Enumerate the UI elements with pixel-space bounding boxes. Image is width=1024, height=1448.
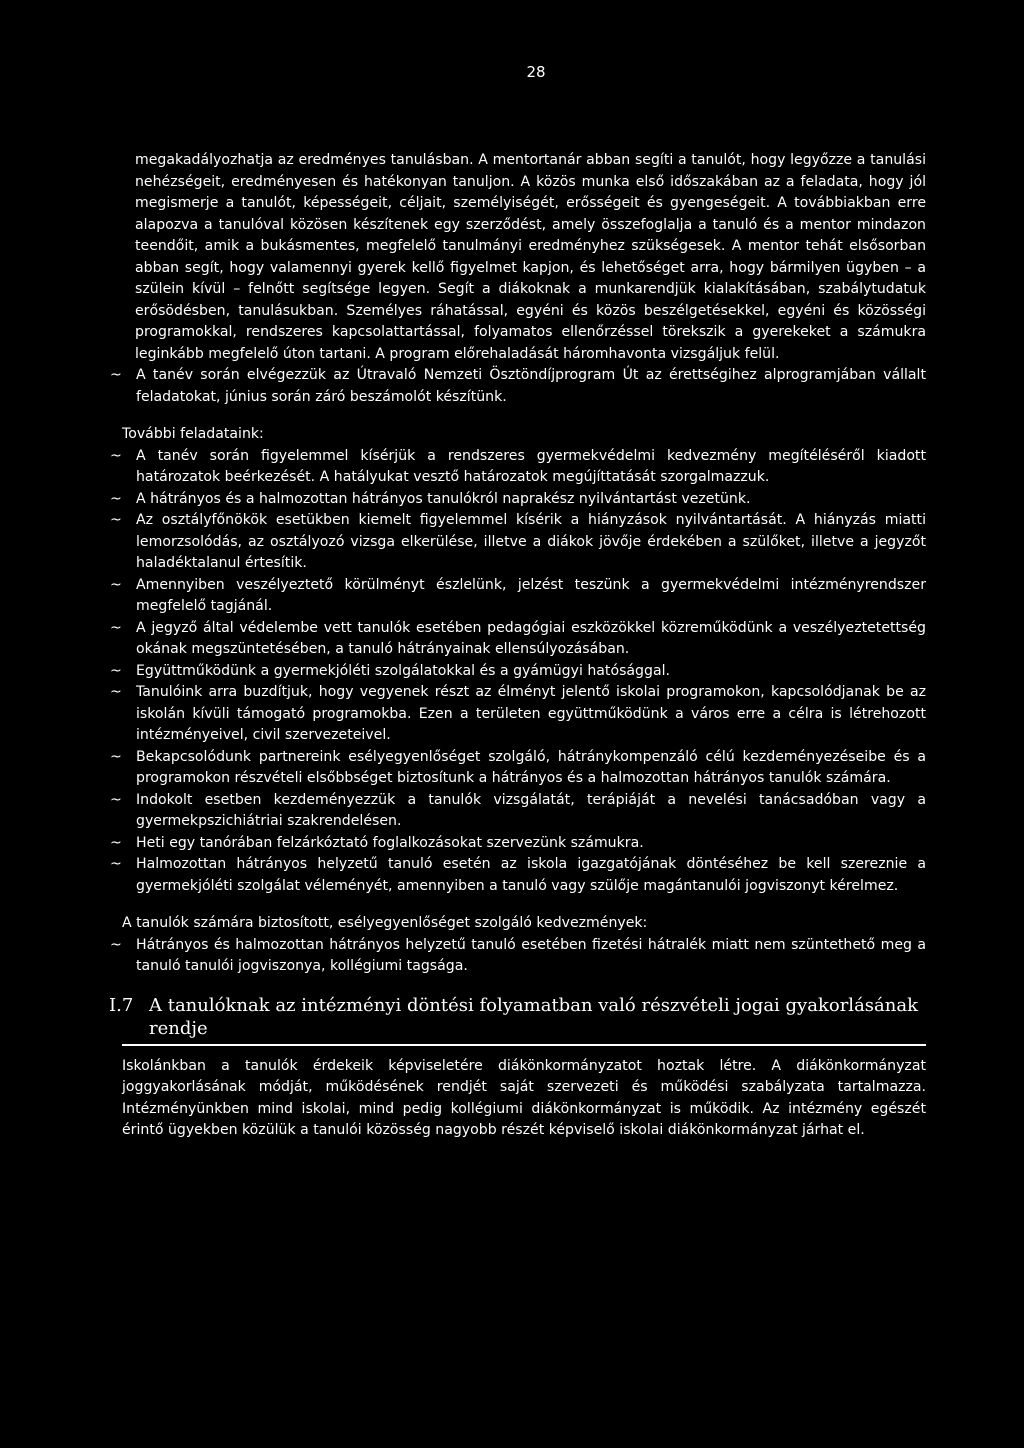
tilde-bullet-icon: ~ xyxy=(110,834,122,851)
tilde-bullet-icon: ~ xyxy=(110,576,122,593)
tilde-bullet-icon: ~ xyxy=(110,447,122,464)
page-number: 28 xyxy=(526,63,546,81)
page-content xyxy=(109,150,926,1142)
list-item xyxy=(110,747,926,790)
list-item xyxy=(110,682,926,747)
list-item-text: Tanulóink arra buzdítjuk, hogy vegyenek részt az élményt jelentő iskolai programokon, kapcsolódjanak be az iskolán kívüli támogató programokba. Ezen a területen együttműködünk a város erre a célra is létrehozott intézményeivel, civil szervezeteivel. xyxy=(136,684,926,743)
section-title: A tanulóknak az intézményi döntési folyamatban való részvételi jogai gyakorlásának rendje xyxy=(149,994,918,1039)
tilde-bullet-icon: ~ xyxy=(110,367,122,383)
list-item xyxy=(110,833,926,855)
tilde-bullet-icon: ~ xyxy=(110,856,122,872)
list-item-text: Hátrányos és halmozottan hátrányos helyzetű tanuló esetében fizetési hátralék miatt nem szüntethető meg a tanuló tanulói jogviszonya, kollégiumi tagsága. xyxy=(136,936,926,974)
further-tasks-label: További feladataink: xyxy=(122,426,264,442)
list-item-text: Heti egy tanórában felzárkóztató foglalkozásokat szervezünk számukra. xyxy=(136,834,644,851)
intro-bullet-list xyxy=(110,365,926,408)
list-item-text: Halmozottan hátrányos helyzetű tanuló esetén az iskola igazgatójának döntéséhez be kell szereznie a gyermekjóléti szolgálat véleményét, amennyiben a tanuló vagy szülője magántanulói jogviszonyt kérelmez. xyxy=(136,856,926,894)
list-item-text: Az osztályfőnökök esetükben kiemelt figyelemmel kísérik a hiányzások nyilvántartását. A hiányzás miatti lemorzsolódás, az osztályozó vizsga elkerülése, illetve a diákok jövője érdekében a szülőket, illetve a jegyzőt haladéktalanul értesítik. xyxy=(136,512,926,571)
benefits-label: A tanulók számára biztosított, esélyegyenlőséget szolgáló kedvezmények: xyxy=(122,915,648,931)
list-item-text: Együttműködünk a gyermekjóléti szolgálatokkal és a gyámügyi hatósággal. xyxy=(136,662,670,679)
tilde-bullet-icon: ~ xyxy=(110,490,122,507)
list-item xyxy=(110,365,926,408)
section-heading xyxy=(109,994,926,1046)
tilde-bullet-icon: ~ xyxy=(110,662,122,679)
list-item xyxy=(110,489,926,511)
section-body-paragraph: Iskolánkban a tanulók érdekeik képviseletére diákönkormányzatot hoztak létre. A diákönkormányzat joggyakorlásának módját, működésének rendjét saját szervezeti és működési szabályzata tartalmazza. Intézményünkben mind iskolai, mind pedig kollégiumi diákönkormányzat is működik. Az intézmény egészét érintő ügyekben közülük a tanulói közösség nagyobb részét képviselő iskolai diákönkormányzat járhat el. xyxy=(122,1057,926,1138)
list-item xyxy=(110,510,926,575)
intro-paragraph: megakadályozhatja az eredményes tanulásban. A mentortanár abban segíti a tanulót, hogy legyőzze a tanulási nehézségeit, eredményesen és hatékonyan tanuljon. A közös munka első időszakában az a feladata, hogy jól megismerje a tanulót, képességeit, céljait, személyiségét, erősségeit és gyengeségeit. A továbbiakban erre alapozva a tanulóval közösen készítenek egy szerződést, amely összefoglalja a tanuló és a mentor mindazon teendőit, amik a bukásmentes, megfelelő tanulmányi eredményhez szükségesek. A mentor tehát elsősorban abban segít, hogy valamennyi gyerek kellő figyelmet kapjon, és lehetőséget arra, hogy bármilyen ügyben – a szülein kívül – felnőtt segítsége legyen. Segít a diákoknak a munkarendjük kialakításában, szabálytudatuk erősödésben, tanulásukban. Személyes ráhatással, egyéni és közös beszélgetésekkel, egyéni és közösségi programokkal, rendszeres kapcsolattartással, folyamatos ellenőrzéssel törekszik a gyerekeket a számukra leginkább megfelelő úton tartani. A program előrehaladását háromhavonta vizsgáljuk felül. xyxy=(135,152,926,362)
list-item xyxy=(110,661,926,683)
list-item xyxy=(110,935,926,978)
list-item xyxy=(110,446,926,489)
tilde-bullet-icon: ~ xyxy=(110,748,122,765)
list-item-text: A tanév során figyelemmel kísérjük a rendszeres gyermekvédelmi kedvezmény megítéléséről kiadott határozatok beérkezését. A hatályukat vesztő határozatok megújíttatását szorgalmazzuk. xyxy=(136,447,926,485)
list-item-text: A tanév során elvégezzük az Útravaló Nemzeti Ösztöndíjprogram Út az érettségihez alprogramjában vállalt feladatokat, június során záró beszámolót készítünk. xyxy=(136,367,926,405)
tilde-bullet-icon: ~ xyxy=(110,936,122,953)
list-item xyxy=(110,790,926,833)
benefits-list xyxy=(110,935,926,978)
list-item-text: Indokolt esetben kezdeményezzük a tanulók vizsgálatát, terápiáját a nevelési tanácsadóban vagy a gyermekpszichiátriai szakrendelésen. xyxy=(136,791,926,829)
list-item-text: Amennyiben veszélyeztető körülményt észlelünk, jelzést teszünk a gyermekvédelmi intézményrendszer megfelelő tagjánál. xyxy=(136,576,926,614)
tilde-bullet-icon: ~ xyxy=(110,684,122,700)
further-tasks-list xyxy=(110,446,926,898)
list-item-text: A hátrányos és a halmozottan hátrányos tanulókról naprakész nyilvántartást vezetünk. xyxy=(136,490,751,507)
list-item xyxy=(110,575,926,618)
tilde-bullet-icon: ~ xyxy=(110,512,122,528)
list-item xyxy=(110,618,926,661)
list-item-text: A jegyző által védelembe vett tanulók esetében pedagógiai eszközökkel közreműködünk a veszélyeztetettség okának megszüntetésében, a tanuló hátrányainak ellensúlyozásában. xyxy=(136,619,926,657)
tilde-bullet-icon: ~ xyxy=(110,619,122,636)
tilde-bullet-icon: ~ xyxy=(110,791,122,808)
list-item xyxy=(110,854,926,897)
list-item-text: Bekapcsolódunk partnereink esélyegyenlőséget szolgáló, hátránykompenzáló célú kezdeményezéseibe és a programokon részvételi elsőbbséget biztosítunk a hátrányos és a halmozottan hátrányos tanulók számára. xyxy=(136,748,926,786)
section-number: I.7 xyxy=(109,994,134,1016)
